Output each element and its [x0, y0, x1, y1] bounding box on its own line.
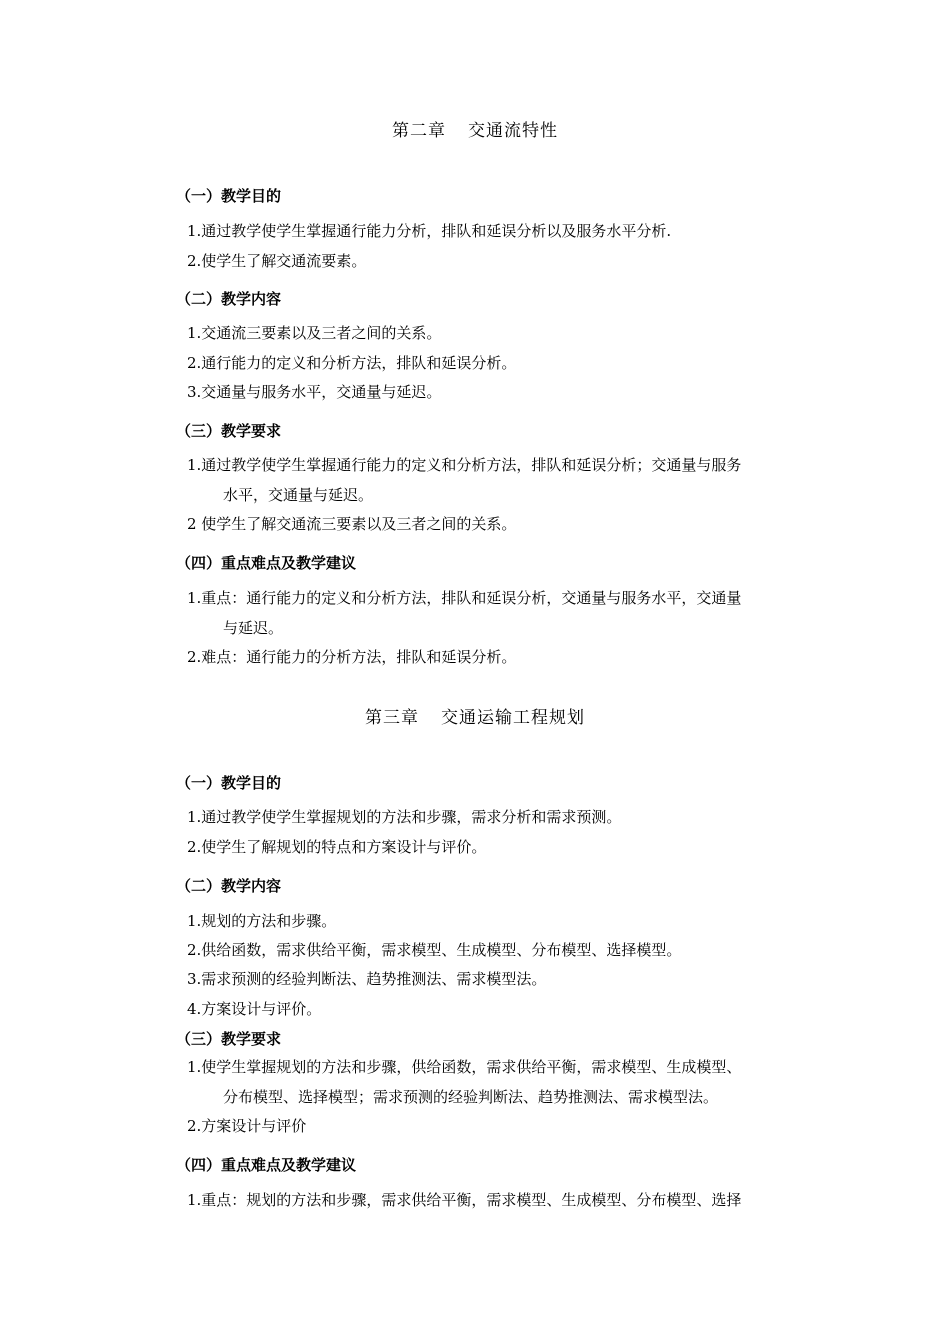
list-item-continuation: 分布模型、选择模型；需求预测的经验判断法、趋势推测法、需求模型法。 [223, 1087, 719, 1106]
list-item: 1.通过教学使学生掌握规划的方法和步骤，需求分析和需求预测。 [187, 808, 622, 826]
list-item: 2.供给函数，需求供给平衡，需求模型、生成模型、分布模型、选择模型。 [187, 941, 682, 959]
list-item: 1.重点：规划的方法和步骤，需求供给平衡，需求模型、生成模型、分布模型、选择 [187, 1191, 742, 1209]
list-item-line: 1.重点：通行能力的定义和分析方法，排队和延误分析，交通量与服务水平，交通量 [187, 589, 742, 607]
list-item: 1.通过教学使学生掌握通行能力分析，排队和延误分析以及服务水平分析. [187, 222, 672, 240]
list-item [187, 584, 839, 643]
list-item: 1.规划的方法和步骤。 [187, 912, 337, 930]
section-heading: （三）教学要求 [176, 422, 282, 440]
chapter-number: 第二章 [392, 121, 446, 141]
list-item-line: 1.通过教学使学生掌握通行能力的定义和分析方法，排队和延误分析；交通量与服务 [187, 456, 742, 474]
chapter-title [0, 703, 950, 728]
section-heading: （一）教学目的 [176, 774, 282, 792]
chapter-title [0, 116, 950, 141]
list-item: 1.交通流三要素以及三者之间的关系。 [187, 324, 442, 342]
list-item-continuation: 与延迟。 [223, 618, 284, 637]
list-item: 3.交通量与服务水平，交通量与延迟。 [187, 383, 442, 401]
list-item: 2.方案设计与评价 [187, 1117, 307, 1135]
list-item-continuation: 水平，交通量与延迟。 [223, 485, 374, 504]
list-item: 2.难点：通行能力的分析方法，排队和延误分析。 [187, 648, 517, 666]
list-item: 2 使学生了解交通流三要素以及三者之间的关系。 [187, 515, 517, 533]
list-item [187, 451, 839, 510]
chapter-name: 交通流特性 [468, 121, 558, 141]
chapter-name: 交通运输工程规划 [441, 708, 585, 728]
list-item: 3.需求预测的经验判断法、趋势推测法、需求模型法。 [187, 970, 547, 988]
list-item-line: 1.使学生掌握规划的方法和步骤，供给函数，需求供给平衡，需求模型、生成模型、 [187, 1058, 742, 1076]
section-heading: （二）教学内容 [176, 877, 282, 895]
section-heading: （四）重点难点及教学建议 [176, 554, 357, 572]
list-item: 2.通行能力的定义和分析方法，排队和延误分析。 [187, 354, 517, 372]
section-heading: （四）重点难点及教学建议 [176, 1156, 357, 1174]
chapter-number: 第三章 [365, 708, 419, 728]
section-heading: （二）教学内容 [176, 290, 282, 308]
section-heading: （一）教学目的 [176, 187, 282, 205]
list-item: 2.使学生了解规划的特点和方案设计与评价。 [187, 838, 487, 856]
list-item [187, 1053, 839, 1112]
list-item: 2.使学生了解交通流要素。 [187, 252, 367, 270]
list-item: 4.方案设计与评价。 [187, 1000, 322, 1018]
section-heading: （三）教学要求 [176, 1030, 282, 1048]
